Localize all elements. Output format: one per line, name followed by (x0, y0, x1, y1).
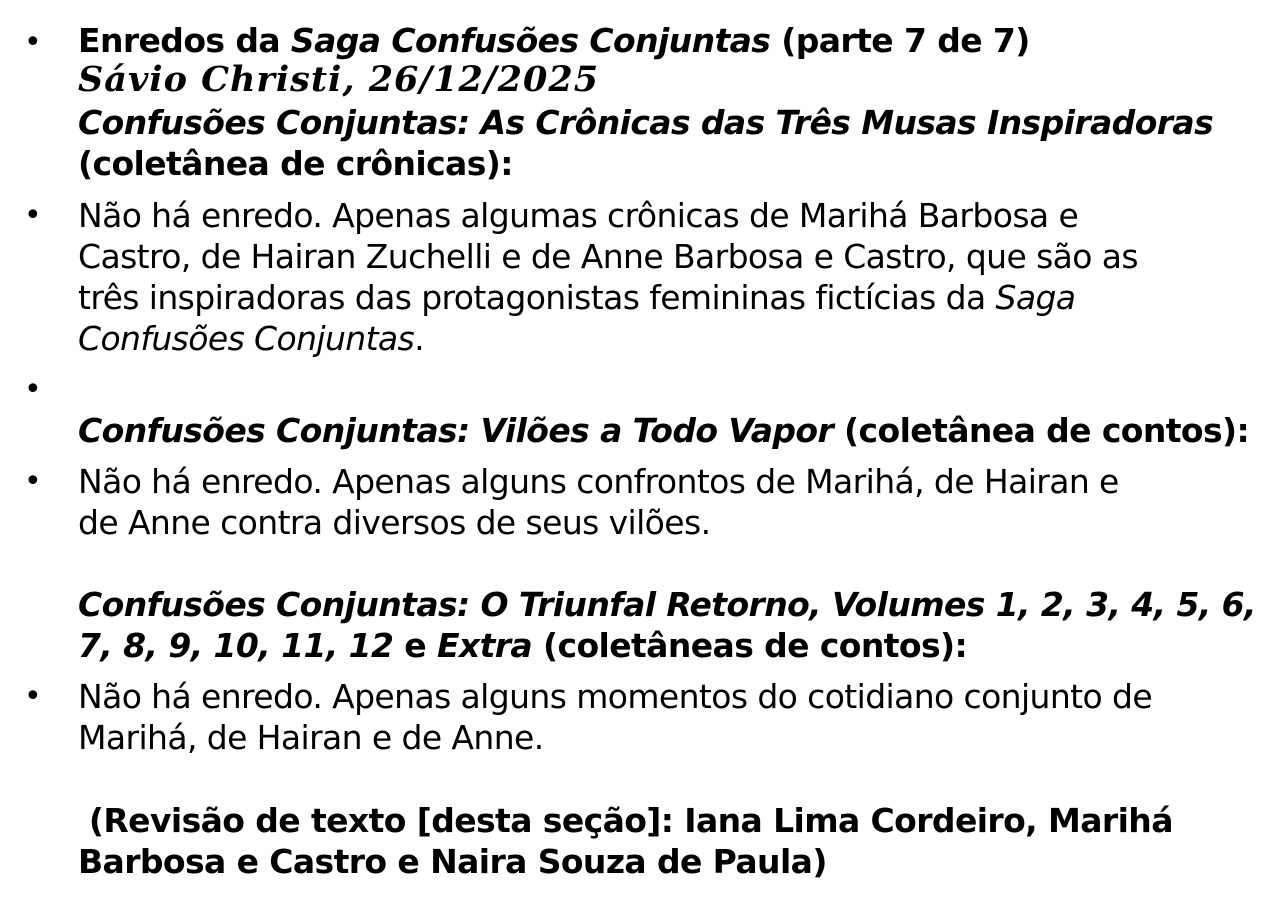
section3-heading-italic: 7, 8, 9, 10, 11, 12 (78, 626, 394, 665)
section2-body-line: de Anne contra diversos de seus vilões. (78, 503, 711, 542)
section1-body-text: três inspiradoras das protagonistas femininas fictícias da (78, 278, 996, 317)
section2-heading-italic: Confusões Conjuntas: Vilões a Todo Vapor (78, 411, 834, 450)
section3-heading-italic: Extra (436, 626, 533, 665)
section3-heading: Confusões Conjuntas: O Triunfal Retorno, Volumes 1, 2, 3, 4, 5, 6, (78, 585, 1256, 624)
title-suffix: (parte 7 de 7) (770, 21, 1030, 60)
section1-body-italic: Saga (995, 278, 1076, 317)
section1-body-line: Castro, de Hairan Zuchelli e de Anne Barbosa e Castro, que são as (78, 237, 1138, 276)
section1-heading-suffix: (coletânea de crônicas): (78, 144, 513, 183)
bullet-marker: • (24, 372, 42, 407)
title-italic: Saga Confusões Conjuntas (290, 21, 771, 60)
section1-body-line: Não há enredo. Apenas algumas crônicas de Marihá Barbosa e (78, 196, 1079, 235)
author-signature (78, 60, 599, 100)
section3-heading-line2 (78, 627, 967, 665)
revision-credits-line2: Barbosa e Castro e Naira Souza de Paula) (78, 842, 827, 881)
section2-heading-suffix: (coletânea de contos): (833, 411, 1250, 450)
bullet-marker: • (24, 198, 42, 233)
section1-body-italic: Confusões Conjuntas (78, 319, 415, 358)
section2-heading (78, 412, 1249, 450)
section1-heading: Confusões Conjuntas: As Crônicas das Três Musas Inspiradoras (78, 103, 1214, 142)
section3-body-line: Não há enredo. Apenas alguns momentos do cotidiano conjunto de (78, 677, 1153, 716)
bullet-marker: • (24, 25, 42, 60)
document-title (78, 22, 1030, 60)
title-prefix: Enredos da (78, 21, 291, 60)
signature-date: , 26/12/2025 (342, 59, 600, 100)
bullet-marker: • (24, 679, 42, 714)
section1-body-line (78, 320, 424, 358)
section1-body-text: . (414, 319, 425, 358)
section2-body-line: Não há enredo. Apenas alguns confrontos de Marihá, de Hairan e (78, 462, 1119, 501)
revision-credits: (Revisão de texto [desta seção]: Iana Lima Cordeiro, Marihá (78, 801, 1173, 840)
section3-heading-text: e (393, 626, 437, 665)
section3-heading-suffix: (coletâneas de contos): (532, 626, 968, 665)
bullet-marker: • (24, 464, 42, 499)
section1-body-line (78, 279, 1075, 317)
author-name: Sávio Christi (78, 59, 343, 100)
section3-body-line: Marihá, de Hairan e de Anne. (78, 718, 544, 757)
